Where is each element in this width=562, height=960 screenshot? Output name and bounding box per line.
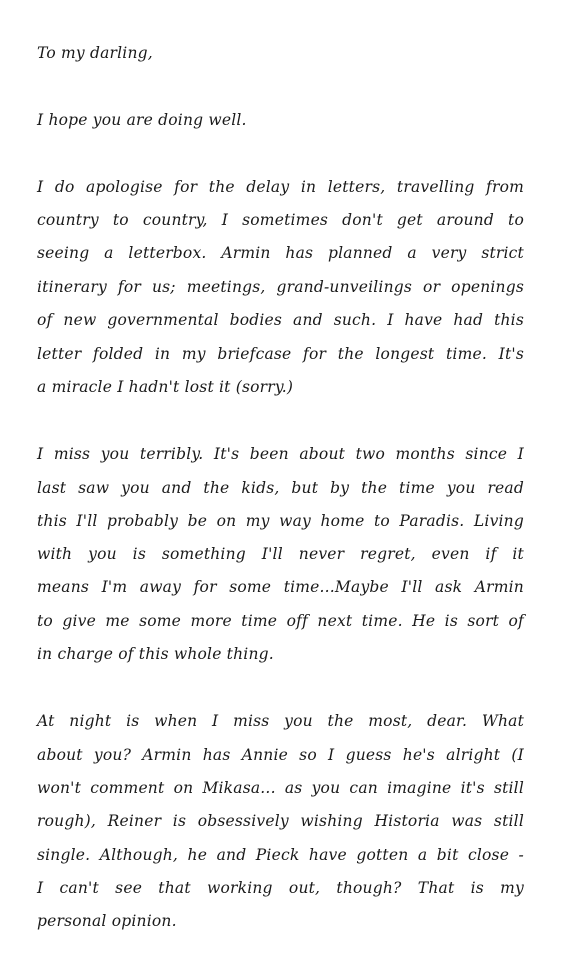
letter-line: of new governmental bodies and such. I have had this xyxy=(37,311,524,329)
letter-line: won't comment on Mikasa... as you can imagine it's still xyxy=(37,779,524,797)
letter-line: personal opinion. xyxy=(37,912,177,930)
letter-line: itinerary for us; meetings, grand-unveilings or openings xyxy=(37,278,524,296)
letter-line: last saw you and the kids, but by the time you read xyxy=(37,479,524,497)
letter-greeting: To my darling, xyxy=(37,44,153,62)
letter-line: country to country, I sometimes don't get around to xyxy=(37,211,524,229)
letter-line: I miss you terribly. It's been about two months since I xyxy=(37,445,524,463)
letter-line: I can't see that working out, though? That is my xyxy=(37,879,524,897)
letter-line: this I'll probably be on my way home to Paradis. Living xyxy=(37,512,524,530)
letter-line: a miracle I hadn't lost it (sorry.) xyxy=(37,378,294,396)
letter-line: in charge of this whole thing. xyxy=(37,645,274,663)
letter-line: seeing a letterbox. Armin has planned a very strict xyxy=(37,244,524,262)
letter-line: single. Although, he and Pieck have gotten a bit close - xyxy=(37,846,524,864)
letter-line: rough), Reiner is obsessively wishing Historia was still xyxy=(37,812,524,830)
letter-line: with you is something I'll never regret, even if it xyxy=(37,545,524,563)
letter-line: I hope you are doing well. xyxy=(37,111,247,129)
letter-line: about you? Armin has Annie so I guess he's alright (I xyxy=(37,746,524,764)
letter-line: letter folded in my briefcase for the longest time. It's xyxy=(37,345,524,363)
letter-line: At night is when I miss you the most, dear. What xyxy=(37,712,524,730)
letter-line: means I'm away for some time...Maybe I'll ask Armin xyxy=(37,578,524,596)
letter-line: I do apologise for the delay in letters, travelling from xyxy=(37,178,524,196)
letter-line: to give me some more time off next time. He is sort of xyxy=(37,612,524,630)
